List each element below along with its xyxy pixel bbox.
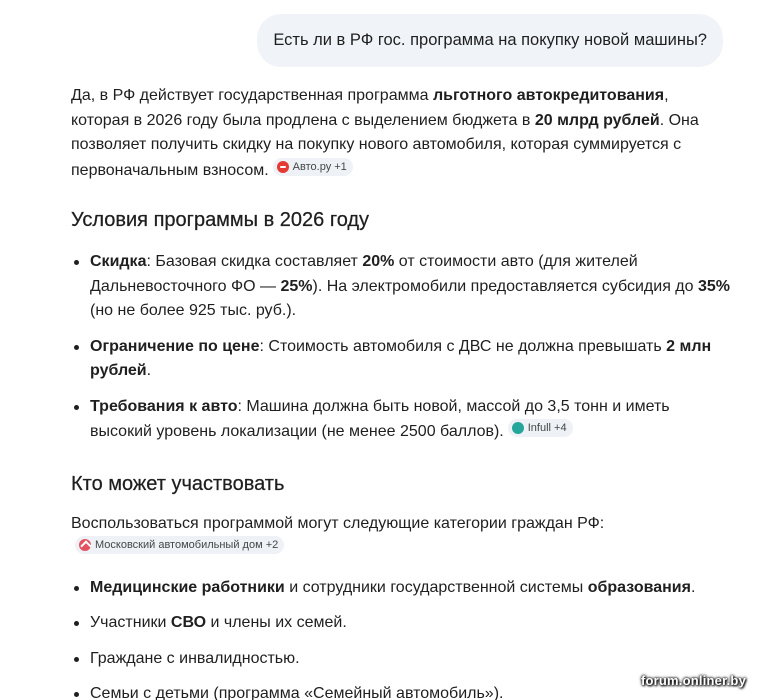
item-text: : Базовая скидка составляет — [146, 253, 363, 270]
user-message-bubble — [257, 14, 723, 67]
intro-text-2: , которая в 2026 году была продлена с выделением бюджета в — [71, 87, 669, 129]
infull-icon — [512, 422, 524, 434]
list-item-families — [71, 682, 731, 700]
item-text: ). На электромобили предоставляется субсидия до — [312, 277, 698, 295]
intro-bold-2: 20 млрд рублей — [534, 111, 660, 129]
list-item-disability — [71, 647, 731, 672]
list-item-svo — [71, 611, 731, 636]
item-text: : Стоимость автомобиля с ДВС не должна превышать — [259, 337, 667, 355]
source-chip-autoru[interactable] — [273, 158, 353, 176]
item-bold: 35% — [697, 277, 731, 295]
intro-text-1: Да, в РФ действует государственная программа — [71, 87, 433, 104]
item-bold: 25% — [280, 277, 313, 295]
source-chip-label: Авто.ру +1 — [292, 160, 347, 173]
intro-paragraph — [71, 84, 731, 183]
intro-text-3: . Она позволяет получить скидку на покупку нового автомобиля, которая суммируется с первоначальным взносом. — [71, 111, 699, 179]
source-chip-mad[interactable] — [75, 536, 284, 554]
conditions-list — [71, 250, 731, 445]
watermark: forum.onliner.by — [640, 673, 746, 688]
item-text: : Машина должна быть новой, массой до 3,5 тонн и иметь высокий уровень локализации (не менее 2500 баллов). — [90, 397, 670, 440]
autoru-icon — [277, 161, 289, 173]
item-text: и члены их семей. — [206, 614, 347, 631]
list-item-medical — [71, 576, 731, 601]
source-chip-label: Infull +4 — [527, 422, 567, 434]
item-text: Граждане с инвалидностью. — [90, 649, 300, 667]
section-heading-who: Кто может участвовать — [71, 472, 285, 495]
source-chip-label: Московский автомобильный дом +2 — [95, 539, 279, 551]
item-bold: Ограничение по цене — [90, 337, 260, 355]
item-text: . — [146, 362, 152, 379]
source-chip-infull[interactable] — [508, 419, 573, 437]
user-message-text: Есть ли в РФ гос. программа на покупку новой машины? — [273, 31, 707, 49]
item-bold: 2 млн рублей — [90, 337, 712, 379]
item-text: . — [690, 578, 696, 596]
who-list — [71, 576, 731, 700]
item-text: от стоимости авто (для жителей Дальневосточного ФО — — [90, 253, 638, 295]
item-text: (но не более 925 тыс. руб.). — [90, 302, 297, 319]
who-intro-paragraph — [71, 512, 731, 562]
intro-bold-1: льготного автокредитования — [432, 87, 665, 104]
item-text: и сотрудники государственной системы — [284, 578, 588, 596]
list-item-price-limit — [71, 335, 731, 384]
list-item-discount — [71, 250, 731, 324]
item-text: Семьи с детьми (программа «Семейный автомобиль»). — [90, 685, 504, 700]
item-bold: Медицинские работники — [90, 578, 285, 596]
item-bold: Требования к авто — [90, 397, 238, 415]
who-intro-text: Воспользоваться программой могут следующие категории граждан РФ: — [71, 514, 605, 532]
mad-icon — [79, 539, 91, 551]
item-bold: образования — [587, 578, 691, 596]
list-item-car-requirements — [71, 395, 731, 445]
item-bold: 20% — [362, 253, 395, 270]
item-text: Участники — [90, 614, 171, 631]
item-bold: Скидка — [90, 253, 147, 270]
section-heading-conditions: Условия программы в 2026 году — [71, 209, 370, 231]
item-bold: СВО — [170, 614, 207, 631]
assistant-answer — [71, 84, 731, 700]
